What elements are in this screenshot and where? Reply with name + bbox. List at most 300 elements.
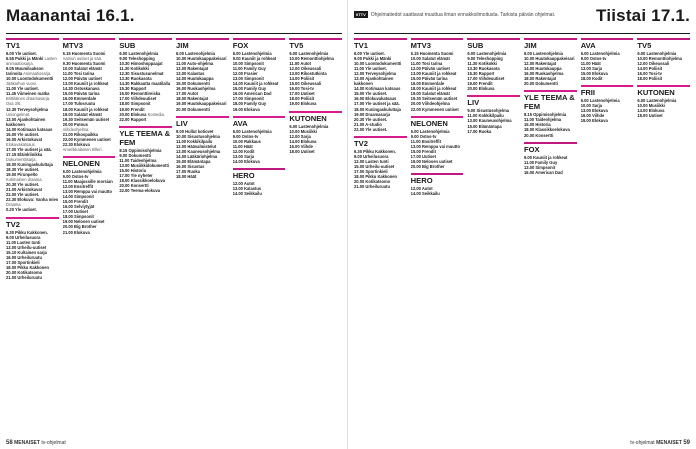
program-title: 20.00 Putous xyxy=(62,121,88,127)
program-title: 19.00 Elokuva xyxy=(580,118,608,124)
program-title: 15.10 Kultainen sarja xyxy=(6,249,47,255)
channel-name: MTV3 xyxy=(410,41,431,50)
channel-name: HERO xyxy=(232,170,255,180)
program-title: 8.15 Oppimisohjelmia xyxy=(524,112,567,118)
schedule-column xyxy=(176,38,229,435)
program-title: 10.00 Remonttiohjelma xyxy=(289,56,334,62)
program-listing xyxy=(63,122,116,132)
program-title: 14.00 Poliisit xyxy=(289,76,315,82)
program-title: 13.00 Musiikkidokumentti xyxy=(119,162,169,168)
program-title: 6.00 Lastenohjelmia xyxy=(524,51,563,56)
channel-header-yle-teema-fem xyxy=(119,126,172,147)
program-listing xyxy=(6,107,59,117)
program-title: 17.00 Sportinkieli xyxy=(6,259,40,265)
program-title: 10.00 Musiikki xyxy=(637,103,665,109)
program-title: 14.00 Elokuva xyxy=(289,138,317,144)
program-title: 13.00 Sarja xyxy=(580,66,603,72)
program-title: 17.00 Ruoka xyxy=(467,128,492,134)
program-title: 9.00 Ostos-tv xyxy=(232,133,259,139)
program-title: 20.00 Kotikatsomo xyxy=(354,179,391,185)
block-spacer xyxy=(6,280,59,284)
program-title: 12.00 Autot xyxy=(410,185,433,191)
left-page-number: 58 xyxy=(6,440,13,446)
program-title: 21.00 Arkistokuvat xyxy=(6,187,43,193)
program-title: 15.00 Dokumentti xyxy=(176,81,210,87)
channel-name: HERO xyxy=(410,175,433,185)
program-title: 16.00 Elokuvakatsaus xyxy=(354,96,397,102)
program-title: 13.00 Kauniit ja rohkeat xyxy=(62,81,109,87)
program-title: 16.00 Sisustus xyxy=(176,163,205,169)
program-title: 15.00 Oikeussali xyxy=(289,81,322,87)
program-title: 9.00 Ostos-tv xyxy=(62,173,89,179)
program-title: 6.55 Pukki ja Mänki xyxy=(6,56,44,62)
program-title: 13.00 Kauniit ja rohkeat xyxy=(410,71,457,77)
program-title: 19.00 Salatut elämät xyxy=(62,111,102,117)
program-title: 14.00 Lääkäriohjelma xyxy=(176,153,218,159)
program-title: 12.00 Autot xyxy=(232,180,255,186)
program-title: 15.00 Elämäntapa xyxy=(176,158,211,164)
left-schedule-columns xyxy=(6,38,342,435)
program-title: 13.00 Kauneusohjelma xyxy=(467,118,512,124)
program-title: 9.05 Muumilaakson tarinoita xyxy=(6,66,44,77)
program-title: 11.00 Yle uutiset. xyxy=(6,86,39,92)
channel-header-nelonen xyxy=(63,156,116,168)
program-title: 17.00 Tulosruutu xyxy=(62,101,96,107)
program-title: 6.00 Lastenohjelmia xyxy=(289,123,329,129)
left-footer-section: tv-ohjelmat xyxy=(41,440,66,446)
channel-header-tv1 xyxy=(354,38,407,50)
program-listing xyxy=(6,56,59,66)
channel-header-nelonen xyxy=(411,116,464,128)
program-title: 6.00 Lastenohjelmia xyxy=(580,98,620,104)
program-title: 10.00 Remonttiohjelma xyxy=(637,56,682,62)
channel-name: SUB xyxy=(119,41,136,50)
program-title: 18.00 Rakentajat xyxy=(176,96,209,102)
channel-name: MTV3 xyxy=(62,41,83,50)
channel-name: TV2 xyxy=(354,138,368,148)
program-listing xyxy=(6,152,59,162)
program-title: 9.00 Kauniit ja rohkeat xyxy=(232,56,277,62)
program-listing xyxy=(354,76,407,86)
program-title: 18.00 Pikku Kakkonen xyxy=(6,264,50,270)
channel-header-hero xyxy=(233,168,286,180)
program-title: 18.00 Kuningaskuluttaja xyxy=(6,162,53,168)
schedule-column xyxy=(524,38,577,435)
program-title: 9.00 Urheilusuora xyxy=(6,234,41,240)
channel-name: TV1 xyxy=(6,41,20,50)
program-title: 16.00 Selviytyjät xyxy=(62,204,95,210)
program-title: 16.00 Ruokaohjelma xyxy=(524,71,564,77)
program-title: 15.00 Frendit xyxy=(410,148,436,154)
program-title: 17.00 Simpsonit xyxy=(232,96,264,102)
program-title: 16.00 Viihde xyxy=(289,143,313,149)
program-title: 11.00 Auto-ohjelma xyxy=(176,61,214,67)
program-title: 9.00 Pukki ja Mänki xyxy=(354,56,392,62)
program-title: 12.00 Kodit xyxy=(232,148,255,154)
program-title: 19.00 Pirunpelto xyxy=(6,172,38,178)
program-title: 13.00 Elokuva xyxy=(580,108,608,114)
right-footer xyxy=(630,440,690,446)
channel-header-tv2 xyxy=(6,217,59,229)
program-description: Amerikkalainen trilleri. xyxy=(62,146,103,152)
program-title: 11.00 Taideohjelma xyxy=(119,157,157,163)
block-spacer xyxy=(524,175,577,179)
program-title: 15.00 Family Guy xyxy=(232,86,267,92)
program-title: 9.00 Urheilusuora xyxy=(354,153,389,159)
program-title: 14.00 Seikkailu xyxy=(410,190,440,196)
block-spacer xyxy=(637,118,690,122)
program-title: 16.00 Arkistokuvat xyxy=(6,136,43,142)
program-title: 12.00 Rakentajat xyxy=(524,61,557,67)
channel-name: TV5 xyxy=(637,41,652,50)
program-title: 14.00 Kauniit ja rohkeat xyxy=(232,81,279,87)
program-title: 11.00 Family Guy xyxy=(232,66,266,72)
channel-name: LIV xyxy=(467,98,480,108)
left-header-rule xyxy=(6,33,342,34)
schedule-column xyxy=(119,38,172,435)
channel-header-liv xyxy=(176,116,229,128)
header-brand-badge: IITTV xyxy=(356,12,366,17)
program-title: 18.00 Family Guy xyxy=(232,101,267,107)
program-title: 19.00 Salatut elämät xyxy=(410,91,450,97)
program-title: 20.00 Dokumentti xyxy=(524,81,558,87)
program-title: 18.00 Kuningaskuluttaja xyxy=(354,106,401,112)
channel-header-sub xyxy=(467,38,520,50)
program-title: 20.00 Kotikatsomo xyxy=(6,269,43,275)
block-spacer xyxy=(411,196,464,200)
program-title: 22.30 Elokuva: Vanha mies xyxy=(6,197,59,203)
program-description: Draama. xyxy=(6,202,22,208)
channel-header-tv5 xyxy=(289,38,342,50)
block-spacer xyxy=(176,179,229,183)
program-title: 12.00 Oikeussali xyxy=(289,66,322,72)
channel-name: SUB xyxy=(467,41,484,50)
program-title: 11.00 Tosi tarina xyxy=(62,71,95,77)
program-description: Uniongelmat. xyxy=(6,111,31,117)
channel-header-kutonen xyxy=(637,85,690,97)
channel-header-kutonen xyxy=(289,111,342,123)
program-listing xyxy=(6,197,59,207)
program-title: 10.00 Simpsonit xyxy=(232,61,264,67)
header-note-text: Ohjelmatiedot saattavat muuttua ilman ennakkoilmoitusta. Tarkista päivän ohjelmat. xyxy=(370,12,556,18)
schedule-column xyxy=(63,38,116,435)
program-title: 6.15 Huomenta Suomi xyxy=(62,51,106,56)
program-description: Dokumenttisarja. xyxy=(6,156,37,162)
program-title: 18.00 Kodit xyxy=(580,76,603,82)
schedule-column xyxy=(6,38,59,435)
program-title: 18.00 Kauniit ja rohkeat xyxy=(410,86,457,92)
right-page-number: 59 xyxy=(683,440,690,446)
program-title: 18.00 Uutiset xyxy=(637,113,663,119)
program-title: 17.15 Eläinklinikka xyxy=(6,151,43,157)
program-listing xyxy=(6,137,59,147)
channel-name: FRII xyxy=(580,88,596,98)
program-title: 17.00 Uutiset xyxy=(289,91,315,97)
program-title: 11.00 Yle uutiset. xyxy=(354,66,387,72)
program-title: 10.00 Luontodokumentti xyxy=(6,76,54,82)
channel-name: YLE TEEMA & FEM xyxy=(524,93,575,112)
right-header-rule xyxy=(354,33,690,34)
program-title: 6.00 Lastenohjelmia xyxy=(232,128,272,134)
program-title: 6.00 Lastenohjelmia xyxy=(119,51,159,56)
program-title: 12.00 Rakentajat xyxy=(176,66,209,72)
program-title: 6.00 Lastenohjelmia xyxy=(580,51,620,56)
program-title: 11.00 Maajussille morsian xyxy=(62,179,113,185)
program-title: 13.00 Simpsonit xyxy=(232,76,264,82)
program-title: 22.00 Rapport xyxy=(119,116,147,122)
program-title: 12.30 Terveysohjelma xyxy=(6,106,49,112)
schedule-column xyxy=(581,38,634,435)
program-title: 14.00 Kotimaan katsaus xyxy=(354,86,401,92)
program-title: 6.00 Lastenohjelmia xyxy=(637,98,677,104)
program-title: 20.00 Konsertti xyxy=(119,182,149,188)
program-title: 20.00 Dokumentti xyxy=(176,106,210,112)
program-title: 15.00 Historia xyxy=(524,122,551,128)
program-title: 11.00 Kokkikilpailu xyxy=(176,138,213,144)
right-footer-brand: MENAISET xyxy=(656,440,682,446)
program-title: 14.30 Rakkautta maatilalla xyxy=(119,81,171,87)
program-title: 13.00 Remppa vai muutto xyxy=(410,143,461,149)
program-title: 14.30 Ostoskanava xyxy=(62,86,100,92)
program-title: 17.00 Yle uutiset ja sää. xyxy=(354,101,400,107)
program-title: 20.00 Elokuva xyxy=(119,111,147,117)
program-title: 9.00 Teleshopping xyxy=(467,56,503,62)
program-title: 18.00 Klassikkoelokuva xyxy=(524,127,570,133)
program-title: 21.00 Elokuva xyxy=(62,229,90,235)
program-title: 14.00 Huutokauppa xyxy=(524,66,562,72)
program-title: 17.00 Viihdeuutiset xyxy=(467,76,505,82)
program-title: 18.00 Simpsonit xyxy=(62,214,94,220)
program-description: Aamun uutiset ja sää. xyxy=(62,56,103,62)
program-title: 6.15 Huomenta Suomi xyxy=(410,51,454,56)
program-title: 12.00 Oikeussali xyxy=(637,61,670,67)
block-spacer xyxy=(289,154,342,158)
program-title: 9.00 Dokumentti xyxy=(119,152,151,158)
program-title: 11.30 Kotikokki xyxy=(119,66,149,72)
right-footer-section: tv-ohjelmat xyxy=(630,440,655,446)
program-title: 20.30 Yle uutiset. xyxy=(354,116,388,122)
program-title: 22.00 Kymmenen uutiset xyxy=(410,106,459,112)
program-title: 13.30 Ruokasota xyxy=(467,66,500,72)
program-title: 11.00 Tosi tarina xyxy=(410,61,443,67)
channel-header-fox xyxy=(233,38,286,50)
program-title: 14.00 Elokuva xyxy=(232,158,260,164)
program-title: 19.30 Seitsemän uutiset xyxy=(62,116,110,122)
channel-name: JIM xyxy=(524,41,537,50)
program-title: 19.00 Frendit xyxy=(467,81,493,87)
program-title: 19.00 Huutokauppakeisari xyxy=(176,101,227,107)
program-listing xyxy=(6,172,59,182)
channel-header-jim xyxy=(176,38,229,50)
program-title: 17.00 Ruoka xyxy=(176,168,200,174)
program-title: 22.00 Teema-elokuva xyxy=(119,188,161,194)
program-title: 13.00 Sarja xyxy=(232,153,255,159)
right-schedule-columns xyxy=(354,38,690,435)
program-title: 10.00 Huutokauppakeisari xyxy=(176,56,227,62)
program-title: 6.30 Pikku Kakkonen. xyxy=(6,229,48,235)
channel-name: TV2 xyxy=(6,219,20,229)
program-title: 22.00 Kymmenen uutiset xyxy=(62,136,111,142)
program-title: 16.00 Remonttireiska xyxy=(119,91,161,97)
program-title: 11.45 Viimeinen matka xyxy=(6,91,50,97)
right-page-header xyxy=(348,0,696,38)
channel-header-jim xyxy=(524,38,577,50)
program-title: 12.00 Ensitreffit xyxy=(62,184,94,190)
program-title: 6.00 Yle uutiset. xyxy=(6,51,37,56)
program-title: 15.00 Urheilu-uutiset xyxy=(354,163,395,169)
channel-name: TV1 xyxy=(354,41,368,50)
program-title: 6.00 Yle uutiset. xyxy=(354,51,385,56)
program-title: 14.00 Elokuva xyxy=(637,108,665,114)
program-title: 18.00 Klassikkoelokuva xyxy=(119,177,166,183)
schedule-column xyxy=(233,38,286,435)
program-title: 16.00 Tosi-tv xyxy=(637,71,662,77)
program-listing xyxy=(6,66,59,76)
program-title: 14.00 Simpsonit xyxy=(62,194,94,200)
program-title: 18.00 Poliisit xyxy=(289,96,315,102)
program-description: Animaatiosarja. xyxy=(23,71,52,77)
channel-header-mtv3 xyxy=(411,38,464,50)
program-title: 18.30 Yle uutiset. xyxy=(6,167,40,173)
program-description: Brittiläinen draamasarja. Osa 3/6. xyxy=(6,96,51,107)
program-title: 9.00 Ostos-tv xyxy=(410,133,437,139)
block-spacer xyxy=(119,193,172,197)
program-title: 16.00 Emmerdale xyxy=(410,81,445,87)
channel-header-sub xyxy=(119,38,172,50)
program-title: 16.00 Urheiluruutu xyxy=(6,254,42,260)
program-title: 12.00 Lasten tunti xyxy=(354,158,389,164)
program-title: 20.00 Elokuva xyxy=(467,86,495,92)
channel-header-frii xyxy=(581,85,634,97)
program-title: 16.00 American Dad xyxy=(524,169,563,175)
program-title: 19.00 Nelosen uutiset xyxy=(410,158,453,164)
program-title: 19.00 Elokuva xyxy=(232,106,260,112)
program-title: 10.00 Salatut elämät xyxy=(62,66,102,72)
channel-header-tv2 xyxy=(354,136,407,148)
program-title: 15.00 Päivän tarina xyxy=(410,76,448,82)
program-title: 13.00 Urheilu-uutiset xyxy=(6,244,47,250)
channel-name: TV5 xyxy=(289,41,304,50)
program-title: 13.00 Ajankohtainen kakkonen xyxy=(6,116,46,127)
program-title: 21.00 A-studio xyxy=(354,121,382,127)
program-title: 19.00 Elokuva xyxy=(289,101,317,107)
program-title: 10.00 Rakkaus xyxy=(232,138,261,144)
program-title: 18.00 Uutiset xyxy=(289,148,315,154)
program-title: 15.00 Päivän tarina xyxy=(62,91,100,97)
program-title: 12.00 Päivän uutiset xyxy=(410,66,450,72)
program-title: 10.00 Sarja xyxy=(580,103,603,109)
channel-name: FOX xyxy=(232,41,249,50)
program-listing xyxy=(6,117,59,127)
program-title: 19.30 Seitsemän uutiset xyxy=(410,96,458,102)
program-title: 14.00 Poliisit xyxy=(637,66,663,72)
program-title: 15.30 Rapport xyxy=(467,71,495,77)
program-title: 9.00 Hullut kotiovet xyxy=(176,128,214,134)
program-title: 9.00 Sisustusohjelma xyxy=(467,108,509,114)
channel-name: YLE TEEMA & FEM xyxy=(119,128,171,147)
program-description: Komedia. xyxy=(147,111,165,117)
program-title: 12.00 Häävalmistelut xyxy=(176,143,217,149)
program-description: Jääkarhun vuosi. xyxy=(6,81,37,87)
program-title: 12.30 Sisustusunelmat xyxy=(119,71,164,77)
program-title: 9.00 Teleshopping xyxy=(119,56,155,62)
program-title: 20.30 Yle uutiset. xyxy=(6,182,40,188)
right-page-title: Tiistai 17.1. xyxy=(596,6,690,25)
program-title: 15.00 Historia xyxy=(119,167,146,173)
program-title: 11.00 Autot xyxy=(289,61,312,67)
program-title: 10.00 Salatut elämät xyxy=(410,56,450,62)
right-header-note xyxy=(354,11,555,18)
program-title: 13.00 Rikostutkinta xyxy=(289,71,327,77)
program-title: 16.00 Emmerdale xyxy=(62,96,97,102)
program-title: 11.00 Taideohjelma xyxy=(524,117,562,123)
program-title: 6.00 Lastenohjelmia xyxy=(232,51,272,56)
program-title: 6.30 Pikku Kakkonen. xyxy=(354,148,396,154)
program-title: 16.00 American Dad xyxy=(232,91,272,97)
schedule-column xyxy=(354,38,407,435)
program-title: 10.00 Sisustusohjelma xyxy=(176,133,220,139)
channel-header-tv1 xyxy=(6,38,59,50)
program-title: 9.00 Kauniit ja rohkeat xyxy=(524,154,568,160)
program-title: 12.00 Frasier xyxy=(232,71,258,77)
program-title: 10.00 Luontodokumentti xyxy=(354,61,402,67)
block-spacer xyxy=(63,235,116,239)
program-description: Elokuvakatsaus. xyxy=(6,141,36,147)
schedule-column xyxy=(411,38,464,435)
program-title: 17.00 Sportinkieli xyxy=(354,168,388,174)
block-spacer xyxy=(467,134,520,138)
program-title: 13.00 Kalastus xyxy=(232,185,262,191)
program-title: 6.00 Lastenohjelmia xyxy=(467,51,507,56)
program-title: 8.15 Oppimisohjelmia xyxy=(119,147,162,153)
program-title: 22.00 Yle uutiset. xyxy=(354,126,388,132)
program-title: 10.00 Musiikki xyxy=(289,128,317,134)
program-title: 15.00 Frendit xyxy=(62,199,88,205)
program-title: 22.00 Yle uutiset. xyxy=(6,192,40,198)
program-title: 20.00 Big Brother xyxy=(62,224,97,230)
program-title: 13.00 Remppa vai muutto xyxy=(62,189,113,195)
channel-name: AVA xyxy=(232,118,248,128)
channel-header-hero xyxy=(411,173,464,185)
left-footer xyxy=(6,440,66,446)
program-title: 15.00 Elämäntapa xyxy=(467,123,502,129)
program-title: 15.00 Elokuva xyxy=(580,71,608,77)
program-title: 16.00 Viihde xyxy=(580,113,605,119)
program-title: 6.00 Lastenohjelmia xyxy=(410,128,450,134)
program-title: 18.00 Poliisit xyxy=(637,76,663,82)
program-title: 13.00 Kalastus xyxy=(176,71,205,77)
program-title: 18.00 Kauniit ja rohkeat xyxy=(62,106,109,112)
left-page-header xyxy=(0,0,348,38)
program-title: 11.00 Kokkikilpailu xyxy=(467,113,504,119)
program-title: 21.00 Urheiluruutu xyxy=(354,184,390,190)
left-page-title: Maanantai 16.1. xyxy=(6,6,135,25)
channel-header-tv5 xyxy=(637,38,690,50)
block-spacer xyxy=(354,189,407,193)
channel-name: AVA xyxy=(580,41,596,50)
left-footer-brand: MENAISET xyxy=(14,440,40,446)
program-listing xyxy=(63,142,116,152)
program-title: 12.00 Sarja xyxy=(289,133,311,139)
program-title: 11.00 Häät xyxy=(580,61,601,67)
program-title: 17.00 Uutiset xyxy=(410,153,436,159)
program-description: Kotimainen draama. xyxy=(6,177,43,183)
program-listing xyxy=(411,107,464,112)
program-title: 15.30 Rapport xyxy=(119,86,147,92)
program-title: 21.00 Rikospaikka xyxy=(62,131,98,137)
program-title: 14.00 Huutokauppa xyxy=(176,76,214,82)
program-title: 13.00 Kauneusohjelma xyxy=(176,148,221,154)
